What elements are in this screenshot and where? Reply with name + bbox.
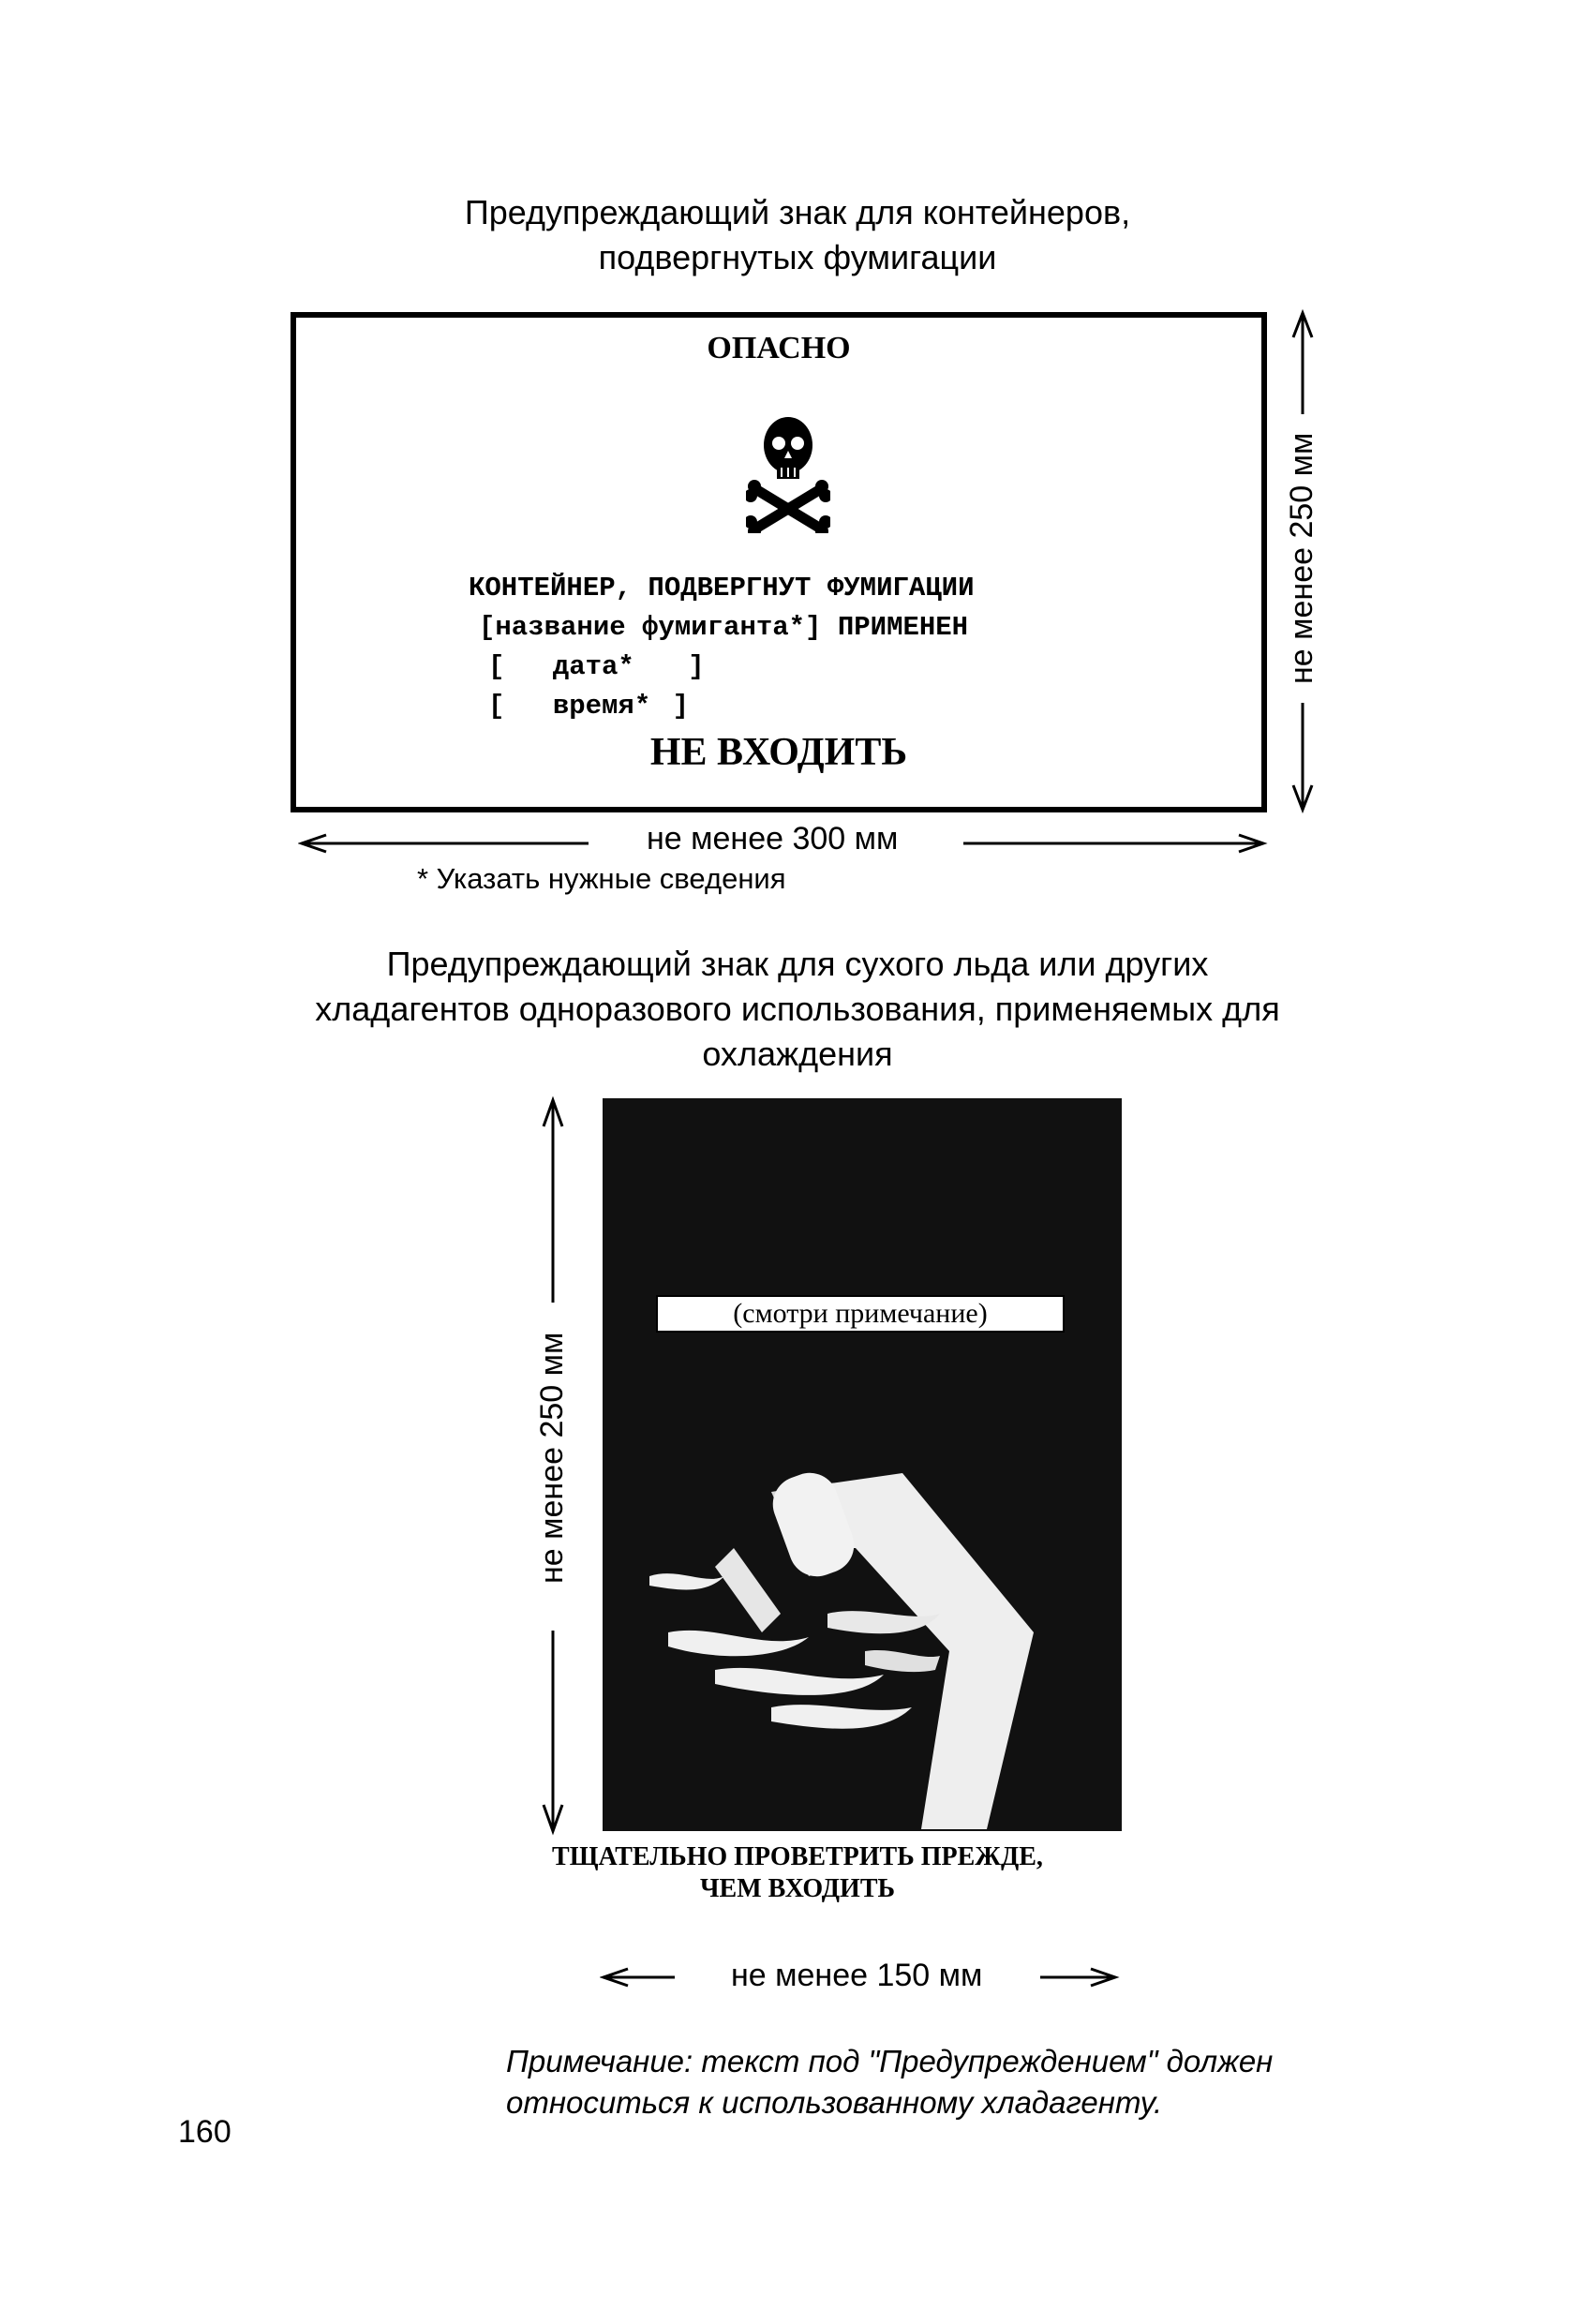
note-line2: относиться к использованному хладагенту. (506, 2085, 1163, 2120)
bracket-open: [ (488, 691, 505, 722)
page-number: 160 (178, 2114, 231, 2150)
date-field: дата* (552, 651, 634, 682)
width-dimension-label: не менее 300 мм (647, 821, 899, 857)
height-dimension-label: не менее 250 мм (1284, 432, 1319, 684)
see-note-box: (смотри примечание) (656, 1295, 1065, 1333)
sign-line-container-fumigated: КОНТЕЙНЕР, ПОДВЕРГНУТ ФУМИГАЦИИ (469, 573, 975, 603)
bracket-open: [ (488, 651, 505, 682)
fumigation-heading-line2: подвергнутых фумигации (598, 238, 997, 276)
skull-and-crossbones-icon (746, 411, 830, 533)
sign-title: ОПАСНО (707, 331, 851, 365)
bracket-close: ] (672, 691, 690, 722)
sign-warning: НЕ ВХОДИТЬ (649, 731, 908, 774)
sign-line-time (488, 691, 689, 722)
width-dimension-label: не менее 150 мм (731, 1958, 983, 1993)
person-with-vapor-pictogram (640, 1436, 1109, 1829)
sign-line-date (488, 651, 705, 682)
bracket-close: ] (688, 651, 705, 682)
footnote: * Указать нужные сведения (417, 862, 786, 895)
dry-ice-heading-line1: Предупреждающий знак для сухого льда или других (386, 945, 1209, 983)
fumigation-heading-line1: Предупреждающий знак для контейнеров, (464, 193, 1131, 231)
dry-ice-caption-line2: ЧЕМ ВХОДИТЬ (699, 1874, 896, 1903)
sign-line-fumigant-applied: [название фумиганта*] ПРИМЕНЕН (479, 612, 969, 643)
note-line1: Примечание: текст под "Предупреждением" должен (506, 2044, 1274, 2078)
time-field: время* (552, 691, 651, 722)
dry-ice-caption-line1: ТЩАТЕЛЬНО ПРОВЕТРИТЬ ПРЕЖДЕ, (552, 1842, 1043, 1871)
dry-ice-heading-line2: хладагентов одноразового использования, применяемых для (315, 990, 1280, 1028)
fumigation-sign (291, 312, 1267, 812)
dry-ice-heading-line3: охлаждения (702, 1035, 893, 1073)
height-dimension-label: не менее 250 мм (534, 1332, 570, 1584)
dry-ice-sign (603, 1098, 1122, 1831)
